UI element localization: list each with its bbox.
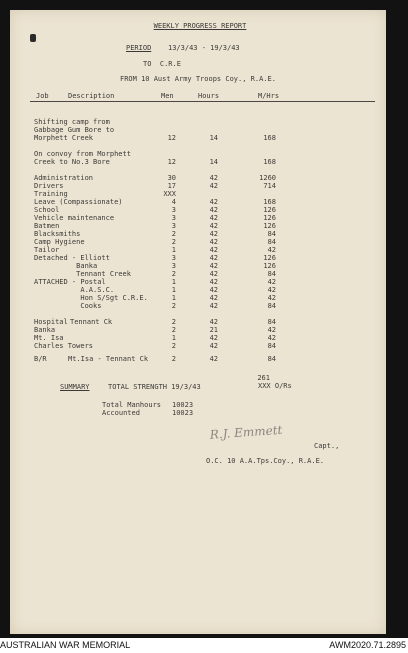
punch-hole bbox=[30, 34, 36, 42]
cell-description: Banka bbox=[34, 262, 98, 270]
cell-hours: 42 bbox=[209, 254, 218, 262]
cell-hours: 42 bbox=[209, 262, 218, 270]
cell-hours: 42 bbox=[209, 334, 218, 342]
cell-description: Leave (Compassionate) bbox=[34, 198, 123, 206]
to-line: TO C.R.E bbox=[143, 60, 181, 68]
cell-men: 2 bbox=[171, 326, 176, 334]
strength-men: 261 bbox=[257, 374, 270, 382]
cell-men: 2 bbox=[171, 355, 176, 363]
cell-men: 3 bbox=[171, 214, 176, 222]
cell-men: 1 bbox=[171, 278, 176, 286]
cell-mhrs: 42 bbox=[267, 286, 276, 294]
cell-mhrs: 1260 bbox=[259, 174, 276, 182]
cell-description: Tennant Ck bbox=[70, 318, 113, 326]
cell-mhrs: 42 bbox=[267, 278, 276, 286]
cell-hours: 42 bbox=[209, 214, 218, 222]
cell-mhrs: 714 bbox=[263, 182, 276, 190]
cell-description: A.A.S.C. bbox=[34, 286, 115, 294]
header-mhrs: M/Hrs bbox=[258, 92, 280, 100]
strength-ors: XXX O/Rs bbox=[258, 382, 292, 390]
cell-hours: 21 bbox=[209, 326, 218, 334]
cell-mhrs: 126 bbox=[263, 222, 276, 230]
cell-description: Gabbage Gum Bore to bbox=[34, 126, 115, 134]
cell-description: Administration bbox=[34, 174, 94, 182]
cell-hours: 14 bbox=[209, 158, 218, 166]
cell-men: 1 bbox=[171, 246, 176, 254]
accounted-label: Accounted bbox=[102, 409, 140, 417]
cell-hours: 42 bbox=[209, 206, 218, 214]
cell-hours: 42 bbox=[209, 294, 218, 302]
cell-men: 3 bbox=[171, 206, 176, 214]
cell-mhrs: 168 bbox=[263, 198, 276, 206]
cell-men: XXX bbox=[163, 190, 176, 198]
header-description: Description bbox=[68, 92, 115, 100]
cell-men: 17 bbox=[167, 182, 176, 190]
cell-description: Banka bbox=[34, 326, 56, 334]
cell-description: On convoy from Morphett bbox=[34, 150, 131, 158]
cell-mhrs: 126 bbox=[263, 214, 276, 222]
header-men: Men bbox=[161, 92, 174, 100]
capt-label: Capt., bbox=[314, 442, 340, 450]
cell-mhrs: 42 bbox=[267, 326, 276, 334]
period-range: 13/3/43 - 19/3/43 bbox=[168, 44, 240, 52]
footer-right: AWM2020.71.2895 bbox=[329, 640, 406, 650]
cell-description: Training bbox=[34, 190, 68, 198]
cell-hours: 42 bbox=[209, 318, 218, 326]
cell-description: ATTACHED - Postal bbox=[34, 278, 106, 286]
cell-description: Mt.Isa - Tennant Ck bbox=[68, 355, 149, 363]
cell-mhrs: 84 bbox=[267, 342, 276, 350]
cell-mhrs: 84 bbox=[267, 230, 276, 238]
handwritten-signature: R.J. Emmett bbox=[209, 422, 283, 442]
cell-mhrs: 168 bbox=[263, 158, 276, 166]
cell-description: Cooks bbox=[34, 302, 102, 310]
cell-hours: 42 bbox=[209, 355, 218, 363]
cell-hours: 42 bbox=[209, 182, 218, 190]
cell-description: Shifting camp from bbox=[34, 118, 110, 126]
cell-hours: 42 bbox=[209, 278, 218, 286]
total-manhours-value: 10023 bbox=[172, 401, 194, 409]
cell-description: Camp Hygiene bbox=[34, 238, 85, 246]
document-title: WEEKLY PROGRESS REPORT bbox=[153, 22, 247, 30]
cell-job: Hospital bbox=[34, 318, 68, 326]
cell-description: Detached - Elliott bbox=[34, 254, 110, 262]
cell-mhrs: 84 bbox=[267, 318, 276, 326]
cell-description: Morphett Creek bbox=[34, 134, 94, 142]
header-job: Job bbox=[36, 92, 49, 100]
cell-mhrs: 42 bbox=[267, 334, 276, 342]
cell-men: 30 bbox=[167, 174, 176, 182]
cell-mhrs: 42 bbox=[267, 294, 276, 302]
cell-men: 3 bbox=[171, 222, 176, 230]
cell-description: Vehicle maintenance bbox=[34, 214, 115, 222]
cell-description: Batmen bbox=[34, 222, 60, 230]
cell-description: Tailor bbox=[34, 246, 60, 254]
cell-hours: 42 bbox=[209, 198, 218, 206]
cell-description: Drivers bbox=[34, 182, 64, 190]
total-manhours-label: Total Manhours bbox=[102, 401, 162, 409]
cell-men: 1 bbox=[171, 294, 176, 302]
cell-description: Creek to No.3 Bore bbox=[34, 158, 110, 166]
cell-job: B/R bbox=[34, 355, 47, 363]
cell-description: Blacksmiths bbox=[34, 230, 81, 238]
cell-men: 2 bbox=[171, 342, 176, 350]
cell-mhrs: 84 bbox=[267, 238, 276, 246]
strength-label: TOTAL STRENGTH 19/3/43 bbox=[108, 383, 201, 391]
cell-hours: 42 bbox=[209, 222, 218, 230]
cell-men: 4 bbox=[171, 198, 176, 206]
cell-men: 1 bbox=[171, 286, 176, 294]
cell-hours: 42 bbox=[209, 174, 218, 182]
summary-label: SUMMARY bbox=[60, 383, 90, 391]
cell-mhrs: 126 bbox=[263, 254, 276, 262]
cell-hours: 42 bbox=[209, 342, 218, 350]
cell-mhrs: 126 bbox=[263, 206, 276, 214]
cell-men: 2 bbox=[171, 318, 176, 326]
cell-mhrs: 84 bbox=[267, 270, 276, 278]
header-rule bbox=[30, 101, 375, 102]
period-label: PERIOD bbox=[126, 44, 152, 52]
cell-description: Mt. Isa bbox=[34, 334, 64, 342]
cell-men: 2 bbox=[171, 302, 176, 310]
cell-hours: 42 bbox=[209, 286, 218, 294]
cell-men: 1 bbox=[171, 334, 176, 342]
cell-hours: 42 bbox=[209, 238, 218, 246]
cell-description: School bbox=[34, 206, 60, 214]
cell-hours: 14 bbox=[209, 134, 218, 142]
cell-men: 3 bbox=[171, 262, 176, 270]
from-line: FROM 10 Aust Army Troops Coy., R.A.E. bbox=[120, 75, 276, 83]
cell-men: 3 bbox=[171, 254, 176, 262]
cell-mhrs: 126 bbox=[263, 262, 276, 270]
cell-men: 2 bbox=[171, 238, 176, 246]
cell-mhrs: 84 bbox=[267, 355, 276, 363]
cell-men: 2 bbox=[171, 230, 176, 238]
cell-hours: 42 bbox=[209, 302, 218, 310]
cell-mhrs: 84 bbox=[267, 302, 276, 310]
cell-mhrs: 168 bbox=[263, 134, 276, 142]
cell-men: 12 bbox=[167, 158, 176, 166]
cell-men: 2 bbox=[171, 270, 176, 278]
footer-left: AUSTRALIAN WAR MEMORIAL bbox=[0, 640, 131, 650]
cell-mhrs: 42 bbox=[267, 246, 276, 254]
oc-line: O.C. 10 A.A.Tps.Coy., R.A.E. bbox=[206, 457, 325, 465]
cell-description: Tennant Creek bbox=[34, 270, 131, 278]
cell-hours: 42 bbox=[209, 270, 218, 278]
cell-hours: 42 bbox=[209, 230, 218, 238]
cell-men: 12 bbox=[167, 134, 176, 142]
cell-description: Hon S/Sgt C.R.E. bbox=[34, 294, 148, 302]
cell-description: Charles Towers bbox=[34, 342, 94, 350]
cell-hours: 42 bbox=[209, 246, 218, 254]
header-hours: Hours bbox=[198, 92, 220, 100]
accounted-value: 10023 bbox=[172, 409, 194, 417]
